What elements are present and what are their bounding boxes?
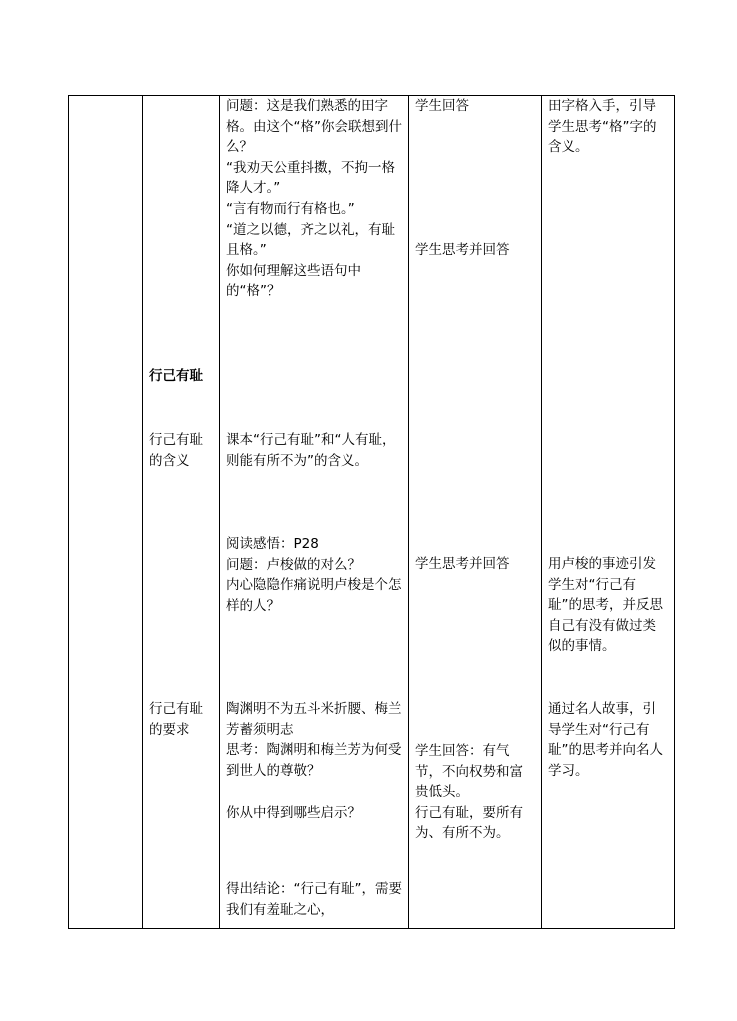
student-activity-answer-integrity: 学生回答：有气节，不向权势和富贵低头。 行己有耻，要所有为、有所不为。 (415, 743, 523, 842)
topic-meaning-label: 行己有耻 的含义 (149, 432, 203, 469)
topic-requirement-label: 行己有耻 的要求 (149, 701, 203, 738)
content-block-famous-people: 陶渊明不为五斗米折腰、梅兰芳蓄须明志 思考：陶渊明和梅兰芳为何受到世人的尊敬？ (226, 701, 402, 779)
content-block-grid-question: 问题：这是我们熟悉的田字格。由这个“格”你会联想到什么？ “我劝天公重抖擞，不拘一格降人才。” “言有物而行有格也。” “道之以德，齐之以礼，有耻且格。” 你如何理解这些语句中的“格”？ (226, 98, 402, 300)
content-block-meaning: 课本“行己有耻”和“人有耻，则能有所不为”的含义。 (226, 432, 396, 469)
design-intent-grid: 田字格入手，引导学生思考“格”字的含义。 (548, 98, 657, 156)
table-row (69, 96, 675, 929)
content-block-inspiration: 你从中得到哪些启示？ (226, 805, 361, 821)
lesson-plan-table (68, 95, 675, 929)
design-intent-rousseau: 用卢梭的事迹引发学生对“行己有耻”的思考，并反思自己有没有做过类似的事情。 (548, 556, 663, 655)
design-intent-famous-people: 通过名人故事，引导学生对“行己有耻”的思考并向名人学习。 (548, 701, 663, 779)
table-cell-topic (143, 96, 220, 929)
content-block-rousseau: 阅读感悟：P28 问题：卢梭做的对么？ 内心隐隐作痛说明卢梭是个怎样的人？ (226, 536, 402, 614)
student-activity-think-answer-2: 学生思考并回答 (415, 556, 510, 572)
content-block-conclusion: 得出结论：“行己有耻”，需要我们有羞耻之心， (226, 881, 402, 918)
student-activity-think-answer-1: 学生思考并回答 (415, 242, 510, 258)
table-cell-design-intent (542, 96, 675, 929)
student-activity-answer: 学生回答 (415, 98, 469, 114)
table-cell-blank (69, 96, 143, 929)
table-cell-student-activity (409, 96, 542, 929)
topic-heading: 行己有耻 (149, 368, 203, 384)
table-cell-content (220, 96, 409, 929)
